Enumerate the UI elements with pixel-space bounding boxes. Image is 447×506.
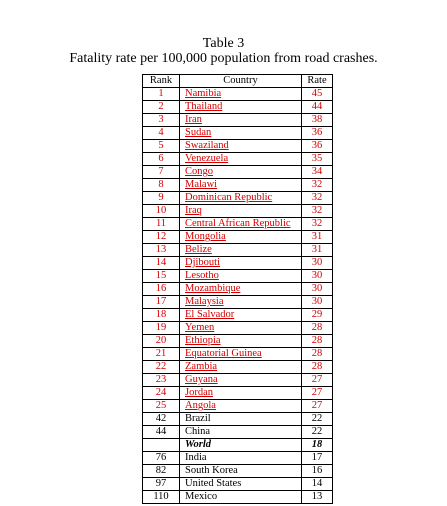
table-row: [143, 231, 333, 244]
rank-cell: 82: [143, 465, 180, 478]
rank-column-header: Rank: [143, 75, 180, 88]
rate-cell: 31: [302, 231, 333, 244]
rate-cell: 17: [302, 452, 333, 465]
rank-cell: 19: [143, 322, 180, 335]
country-cell: Malaysia: [180, 296, 302, 309]
rank-cell: [143, 439, 180, 452]
table-row: [143, 296, 333, 309]
rate-cell: 28: [302, 348, 333, 361]
country-cell: Swaziland: [180, 140, 302, 153]
table-row: [143, 244, 333, 257]
rate-cell: 27: [302, 374, 333, 387]
rate-cell: 27: [302, 387, 333, 400]
table-row: [143, 309, 333, 322]
table-row: [143, 478, 333, 491]
table-caption: Table 3: [202, 36, 245, 51]
world-average-row: [143, 439, 333, 452]
table-row: [143, 387, 333, 400]
rate-cell: 28: [302, 322, 333, 335]
rank-cell: 97: [143, 478, 180, 491]
table-row: [143, 88, 333, 101]
country-cell: Guyana: [180, 374, 302, 387]
country-cell: Thailand: [180, 101, 302, 114]
country-cell: World: [180, 439, 302, 452]
country-cell: Belize: [180, 244, 302, 257]
table-row: [143, 153, 333, 166]
rate-cell: 36: [302, 127, 333, 140]
header-row: [143, 75, 333, 88]
country-cell: Mexico: [180, 491, 302, 504]
table-row: [143, 179, 333, 192]
table-row: [143, 465, 333, 478]
rank-cell: 76: [143, 452, 180, 465]
rate-cell: 32: [302, 192, 333, 205]
rate-cell: 28: [302, 335, 333, 348]
country-cell: El Salvador: [180, 309, 302, 322]
table-row: [143, 426, 333, 439]
rank-cell: 25: [143, 400, 180, 413]
country-cell: Djibouti: [180, 257, 302, 270]
table-row: [143, 270, 333, 283]
table-row: [143, 491, 333, 504]
country-cell: Iran: [180, 114, 302, 127]
country-cell: Namibia: [180, 88, 302, 101]
rate-cell: 36: [302, 140, 333, 153]
rank-cell: 110: [143, 491, 180, 504]
rate-cell: 34: [302, 166, 333, 179]
rate-cell: 31: [302, 244, 333, 257]
country-cell: Mozambique: [180, 283, 302, 296]
table-row: [143, 192, 333, 205]
rate-cell: 18: [302, 439, 333, 452]
table-row: [143, 335, 333, 348]
rate-cell: 44: [302, 101, 333, 114]
rank-cell: 16: [143, 283, 180, 296]
rank-cell: 42: [143, 413, 180, 426]
rate-cell: 16: [302, 465, 333, 478]
table-row: [143, 322, 333, 335]
rank-cell: 9: [143, 192, 180, 205]
rank-cell: 22: [143, 361, 180, 374]
rate-cell: 28: [302, 361, 333, 374]
rate-cell: 45: [302, 88, 333, 101]
rank-cell: 21: [143, 348, 180, 361]
rank-cell: 1: [143, 88, 180, 101]
rank-cell: 20: [143, 335, 180, 348]
country-cell: Venezuela: [180, 153, 302, 166]
table-row: [143, 140, 333, 153]
table-subtitle: Fatality rate per 100,000 population from road crashes.: [69, 51, 378, 66]
rate-cell: 32: [302, 218, 333, 231]
country-cell: Yemen: [180, 322, 302, 335]
rank-cell: 7: [143, 166, 180, 179]
rate-cell: 30: [302, 270, 333, 283]
country-cell: Brazil: [180, 413, 302, 426]
country-cell: India: [180, 452, 302, 465]
rate-cell: 32: [302, 179, 333, 192]
rate-column-header: Rate: [302, 75, 333, 88]
rate-cell: 32: [302, 205, 333, 218]
rank-cell: 24: [143, 387, 180, 400]
rate-cell: 22: [302, 413, 333, 426]
rank-cell: 8: [143, 179, 180, 192]
rank-cell: 13: [143, 244, 180, 257]
rank-cell: 23: [143, 374, 180, 387]
rate-cell: 29: [302, 309, 333, 322]
country-cell: China: [180, 426, 302, 439]
rank-cell: 6: [143, 153, 180, 166]
country-cell: Lesotho: [180, 270, 302, 283]
rank-cell: 5: [143, 140, 180, 153]
country-cell: Ethiopia: [180, 335, 302, 348]
country-cell: Equatorial Guinea: [180, 348, 302, 361]
table-row: [143, 452, 333, 465]
fatality-rate-table: [142, 74, 333, 504]
rank-cell: 18: [143, 309, 180, 322]
rank-cell: 11: [143, 218, 180, 231]
table-row: [143, 283, 333, 296]
table-row: [143, 361, 333, 374]
rate-cell: 13: [302, 491, 333, 504]
rate-cell: 30: [302, 283, 333, 296]
table-row: [143, 101, 333, 114]
rate-cell: 30: [302, 296, 333, 309]
rank-cell: 44: [143, 426, 180, 439]
rank-cell: 15: [143, 270, 180, 283]
country-cell: Malawi: [180, 179, 302, 192]
rate-cell: 14: [302, 478, 333, 491]
rate-cell: 27: [302, 400, 333, 413]
country-cell: Zambia: [180, 361, 302, 374]
table-row: [143, 218, 333, 231]
rank-cell: 2: [143, 101, 180, 114]
table-row: [143, 166, 333, 179]
country-cell: Iraq: [180, 205, 302, 218]
table-row: [143, 205, 333, 218]
table-row: [143, 257, 333, 270]
country-cell: Central African Republic: [180, 218, 302, 231]
country-cell: Sudan: [180, 127, 302, 140]
rate-cell: 30: [302, 257, 333, 270]
table-body: [143, 88, 333, 504]
country-cell: Congo: [180, 166, 302, 179]
table-row: [143, 127, 333, 140]
table-row: [143, 348, 333, 361]
rate-cell: 22: [302, 426, 333, 439]
rate-cell: 35: [302, 153, 333, 166]
rank-cell: 17: [143, 296, 180, 309]
rank-cell: 4: [143, 127, 180, 140]
table-row: [143, 413, 333, 426]
table-row: [143, 114, 333, 127]
table-row: [143, 400, 333, 413]
country-cell: United States: [180, 478, 302, 491]
rank-cell: 14: [143, 257, 180, 270]
country-column-header: Country: [180, 75, 302, 88]
country-cell: Jordan: [180, 387, 302, 400]
rank-cell: 3: [143, 114, 180, 127]
rank-cell: 10: [143, 205, 180, 218]
country-cell: Mongolia: [180, 231, 302, 244]
rate-cell: 38: [302, 114, 333, 127]
country-cell: Angola: [180, 400, 302, 413]
country-cell: South Korea: [180, 465, 302, 478]
rank-cell: 12: [143, 231, 180, 244]
table-row: [143, 374, 333, 387]
country-cell: Dominican Republic: [180, 192, 302, 205]
